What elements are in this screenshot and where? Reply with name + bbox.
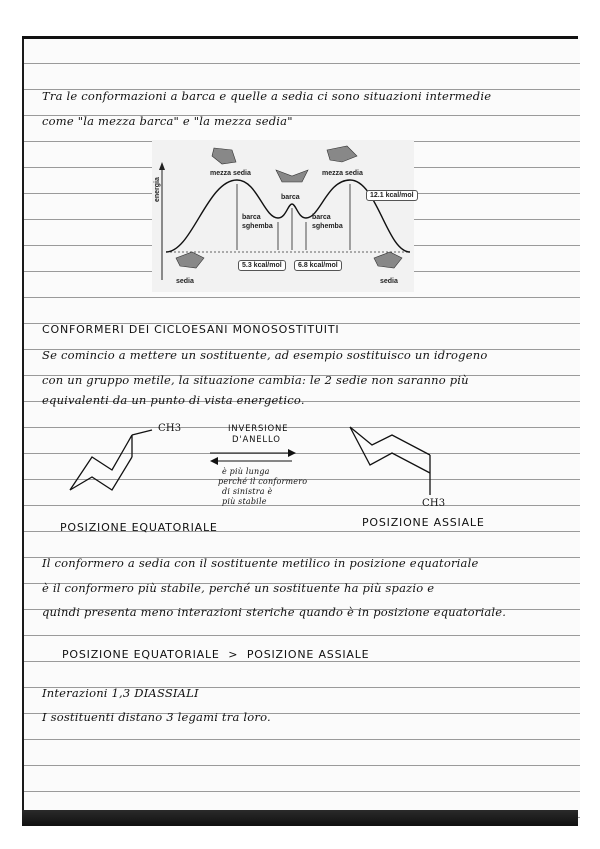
position-comparison: POSIZIONE EQUATORIALE > POSIZIONE ASSIALE — [62, 648, 370, 661]
chair-icon-right — [374, 252, 402, 268]
explanation-line-2: è il conformero più stabile, perché un sostituente ha più spazio e — [42, 581, 435, 595]
flip-note-4: più stabile — [222, 497, 267, 506]
boat-energy-value: 6.8 kcal/mol — [294, 260, 342, 271]
intro-line-1: Tra le conformazioni a barca e quelle a sedia ci sono situazioni intermedie — [42, 89, 492, 103]
left-chair-bottom — [70, 457, 132, 490]
flip-title-2: D'ANELLO — [232, 435, 281, 445]
ring-flip-drawing — [0, 415, 600, 525]
twist-boat-left-label-2: sghemba — [242, 223, 273, 230]
chair-icon-left — [176, 252, 204, 268]
boat-icon — [276, 170, 308, 182]
section-line-3: equivalenti da un punto di vista energetico. — [42, 393, 305, 407]
section-line-2: con un gruppo metile, la situazione cambia: le 2 sedie non saranno più — [42, 373, 469, 387]
left-methyl-label: CH3 — [158, 423, 182, 434]
chair-label-left: sedia — [176, 278, 194, 285]
twist-boat-right-label-2: sghemba — [312, 223, 343, 230]
page-top-edge — [22, 36, 578, 39]
explanation-line-3: quindi presenta meno interazioni steriche quando è in posizione equatoriale. — [42, 605, 507, 619]
half-chair-icon-right — [327, 146, 357, 162]
explanation-line-1: Il conformero a sedia con il sostituente metilico in posizione equatoriale — [42, 556, 479, 570]
twist-boat-right-label-1: barca — [312, 214, 331, 221]
flip-arrow-head — [288, 449, 296, 457]
interactions-text: I sostituenti distano 3 legami tra loro. — [42, 710, 271, 724]
interactions-title: Interazioni 1,3 DIASSIALI — [42, 686, 199, 700]
chair-label-right: sedia — [380, 278, 398, 285]
equatorial-caption: POSIZIONE EQUATORIALE — [60, 521, 218, 534]
section-title: CONFORMERI DEI CICLOESANI MONOSOSTITUITI — [42, 323, 340, 336]
twist-energy-value: 5.3 kcal/mol — [238, 260, 286, 271]
flip-arrow-head-back — [210, 457, 218, 465]
axial-caption: POSIZIONE ASSIALE — [362, 516, 485, 529]
twist-boat-left-label-1: barca — [242, 214, 261, 221]
right-methyl-label: CH3 — [422, 498, 446, 509]
left-chair-top — [70, 435, 132, 490]
flip-note-2: perché il conformero — [218, 477, 308, 486]
flip-note-3: di sinistra è — [222, 487, 273, 496]
right-chair-top — [350, 427, 430, 473]
half-chair-label-left: mezza sedia — [210, 170, 251, 177]
flip-title-1: INVERSIONE — [228, 424, 289, 434]
page-bottom-edge — [22, 810, 578, 826]
energy-axis-arrow — [159, 162, 165, 170]
section-line-1: Se comincio a mettere un sostituente, ad esempio sostituisco un idrogeno — [42, 348, 488, 362]
peak-energy-value: 12.1 kcal/mol — [366, 190, 418, 201]
flip-note-1: è più lunga — [222, 467, 270, 476]
intro-line-2: come "la mezza barca" e "la mezza sedia" — [42, 114, 293, 128]
left-methyl-bond — [132, 430, 152, 435]
energy-axis-label: energia — [154, 177, 161, 202]
half-chair-icon-left — [212, 148, 236, 164]
boat-label: barca — [281, 194, 300, 201]
energy-diagram — [152, 140, 414, 292]
half-chair-label-right: mezza sedia — [322, 170, 363, 177]
